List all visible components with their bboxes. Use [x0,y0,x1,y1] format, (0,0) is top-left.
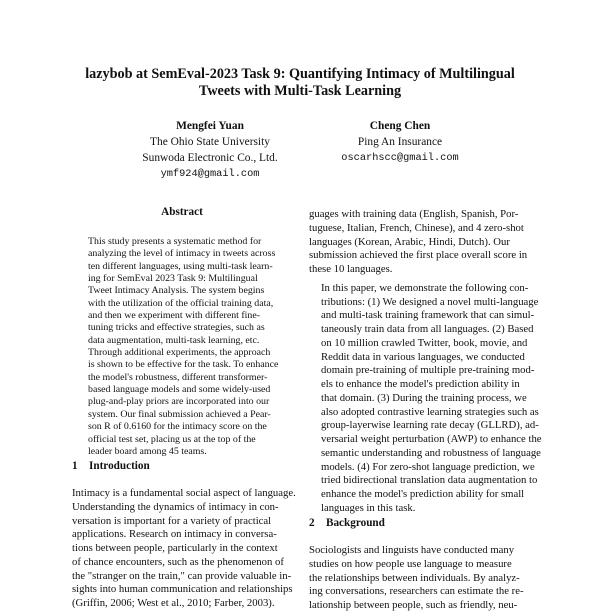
text-line: versarial weight perturbation (AWP) to enhance the [321,433,542,445]
text-line: tuning tricks and effective strategies, such as [88,322,265,334]
text-line: and multi-task training framework that can simul- [321,309,535,322]
section-title: Background [326,517,385,529]
author-block-2 [300,118,500,166]
text-line: son R of 0.6160 for the intimacy score on the [88,421,267,433]
author-block-1 [110,118,310,182]
text-line: This study presents a systematic method for [88,236,262,247]
text-line: Through additional experiments, the approach [88,347,271,359]
abstract-body [88,236,279,458]
text-line: Sociologists and linguists have conducted many [309,544,515,556]
paragraph [309,281,542,516]
text-line: these 10 languages. [309,263,393,275]
text-line: (Griffin, 2006; West et al., 2010; Farber, 2003). [72,597,275,609]
text-line: models. (4) For zero-shot language prediction, we [321,460,535,473]
text-line: with the utilization of the official training data, [88,297,274,309]
text-line: guages with training data (English, Spanish, Por- [309,208,519,220]
text-line: of chance encounters, such as the phenomenon of [72,555,284,568]
text-line: versation is important for a variety of practical [72,514,272,527]
paragraph [309,208,529,277]
text-line: based language models and some widely-used [88,384,271,396]
author-name: Mengfei Yuan [176,120,244,132]
text-line: studies on how people use language to measure [309,557,512,570]
text-line: Intimacy is a fundamental social aspect of language. [72,487,296,499]
text-line: is shown to be effective for the task. To enhance [88,359,279,371]
text-line: semantic understanding and robustness of language [321,446,541,459]
title-line: Tweets with Multi-Task Learning [198,83,402,99]
author-name: Cheng Chen [369,120,431,132]
paper-title [40,66,560,100]
text-line: In this paper, we demonstrate the following con- [321,281,529,294]
text-line: group-layerwise learning rate decay (GLLRD), ad- [321,419,539,432]
text-line: applications. Research on intimacy in conversa- [72,528,277,541]
author-affiliation: Ping An Insurance [357,136,443,148]
text-line: submission achieved the first place overall score in [309,249,528,262]
text-line: taneously train data from all languages. (2) Based [321,323,534,335]
text-line: leader board among 45 teams. [88,445,207,457]
text-line: domain pre-training of multiple pre-training mod- [321,364,535,377]
text-line: also adopted contrastive learning strategies such as [321,405,539,418]
text-line: ten different languages, using multi-task learn- [88,260,273,272]
author-email: oscarhscc@gmail.com [341,152,459,164]
text-line: tried bidirectional translation data augmentation to [321,474,538,487]
text-line: the model's robustness, different transformer- [88,371,268,383]
text-line: data augmentation, multi-task learning, etc. [88,334,260,346]
text-line: official test set, placing us at the top of the [88,433,256,445]
text-line: that domain. (3) During the training process, we [321,391,527,404]
text-line: analyzing the level of intimacy in tweets across [88,248,276,260]
section-heading-background [309,517,385,529]
text-line: els to enhance the model's prediction ability in [321,378,520,390]
text-line: tions between people, particularly in the context [72,542,278,554]
author-email: ymf924@gmail.com [160,168,260,180]
text-line: ing for SemEval 2023 Task 9: Multilingual [88,273,258,285]
text-line: ing conversations, researchers can estimate the re- [309,585,524,598]
text-line: the "stranger on the train," can provide valuable in- [72,569,292,582]
background-text [309,544,529,613]
text-line: tuguese, Italian, French, Chinese), and 4 zero-shot [309,221,524,234]
text-line: and then we experiment with different fine- [88,310,261,322]
text-line: enhance the model's prediction ability for small [321,488,525,500]
text-line: languages (Korean, Arabic, Hindi, Dutch). Our [309,235,510,248]
introduction-text [72,487,294,611]
section-number: 2 [309,517,315,529]
abstract-heading: Abstract [161,206,203,218]
text-line: lationship between people, such as friendly, neu- [309,599,518,611]
text-line: Reddit data in various languages, we conducted [321,350,525,363]
text-line: system. Our final submission achieved a Pear- [88,408,271,420]
text-line: Tweet Intimacy Analysis. The system begins [88,285,265,297]
text-line: Understanding the dynamics of intimacy in con- [72,500,279,513]
text-line: the relationships between individuals. By analyz- [309,571,520,584]
author-affiliation: The Ohio State University [150,136,270,148]
text-line: plug-and-play priors are incorporated into our [88,396,270,408]
text-line: sights into human communication and relationships [72,583,293,596]
section-number: 1 [72,460,78,472]
text-line: tributions: (1) We designed a novel multi-language [321,295,539,308]
text-line: languages in this task. [321,501,416,514]
text-line: on 10 million crawled Twitter, book, movie, and [321,336,528,349]
title-line: lazybob at SemEval-2023 Task 9: Quantifying Intimacy of Multilingual [85,66,515,82]
author-affiliation: Sunwoda Electronic Co., Ltd. [142,152,278,164]
right-column-text [309,208,542,516]
section-heading-introduction [72,460,150,472]
section-title: Introduction [89,460,150,472]
